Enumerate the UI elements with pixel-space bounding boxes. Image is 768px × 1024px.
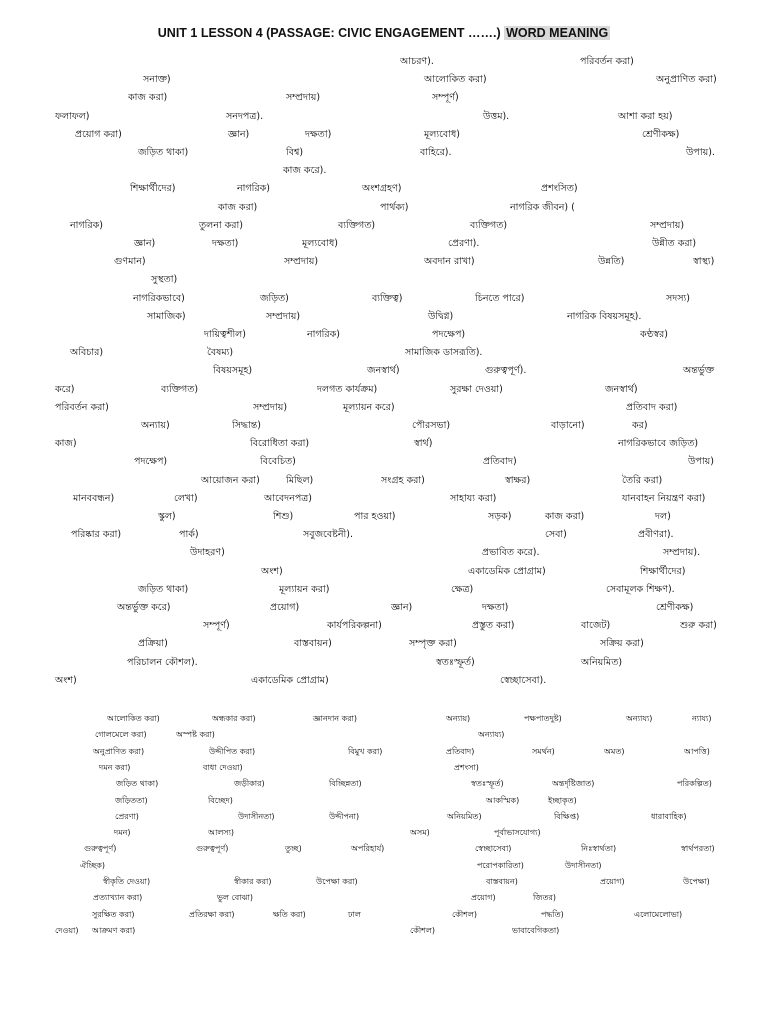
word-entry: পক্ষপাতদুষ্ট) [524,714,562,723]
word-entry: যানবাহন নিয়ন্ত্রণ করা) [622,492,706,504]
word-entry: উপায়) [688,456,714,468]
word-entry: অন্তর্দৃষ্টিজাত) [552,779,595,789]
word-entry: সক্রিয় করা) [600,638,644,650]
word-entry: সদস্য) [666,292,691,304]
word-entry: শিশু) [273,511,294,522]
word-entry: পরিচালন কৌশল). [127,656,198,668]
word-entry: বাহিরে). [420,147,452,158]
word-entry: অংশগ্রহণ) [362,183,402,195]
word-entry: ইচ্ছাকৃত) [548,795,577,805]
title-text: UNIT 1 LESSON 4 (PASSAGE: CIVIC ENGAGEMENT …….) [157,26,501,40]
word-entry: উদাহরণ) [190,547,225,559]
word-entry: প্রয়োগ করা) [75,128,122,140]
word-entry: একাডেমিক প্রোগ্রাম) [468,565,546,577]
word-entry: প্রতিবাদ) [483,456,517,468]
word-entry: দল) [655,511,671,522]
word-entry: চিনতে পারে) [475,292,525,304]
word-entry: ব্যক্তিগত) [161,383,199,395]
word-entry: বিচ্ছেদ) [208,795,233,805]
word-entry: সংগ্রহ করা) [381,474,425,486]
word-entry: সম্পূর্ণ) [203,620,230,632]
word-entry: সেবা) [545,529,567,541]
word-entry: উন্নীত করা) [652,238,697,249]
word-entry: স্বাস্থ্য) [693,256,715,268]
word-entry: করে) [55,383,75,395]
word-entry: কৌশল) [410,925,435,935]
word-entry: পদক্ষেপ) [134,456,168,468]
word-entry: জনস্বার্থ) [367,365,400,377]
word-entry: শুরু করা) [680,620,717,632]
word-entry: সড়ক) [488,511,512,522]
word-entry: মূল্যায়ন করে) [343,401,395,413]
word-entry: তৈরি করা) [622,474,663,486]
word-entry: ব্যক্তিত্ব) [372,292,403,304]
word-entry: গুরুত্বপূর্ণ) [196,844,229,854]
word-entry: পূর্বাভাসযোগ্য) [494,828,541,838]
word-entry: সনদপত্র). [226,110,264,122]
word-entry: নাগরিক) [70,219,103,231]
word-entry: স্বেচ্ছাসেবা). [500,674,547,686]
word-entry: কাজ করা) [218,201,258,213]
word-entry: নাগরিক জীবন) ( [510,201,575,213]
word-entry: তুলনা করা) [199,219,243,231]
word-entry: অন্তর্ভুক্ত [683,365,715,377]
word-entry: আলোকিত করা) [424,74,487,86]
word-entry: প্রতিরক্ষা করা) [189,909,235,919]
word-entry: পদ্ধতি) [541,909,564,919]
word-entry: অনুপ্রাণিত করা) [93,746,145,756]
word-entry: বৈষম্য) [207,347,234,359]
word-entry: কাজ করে). [283,165,327,177]
word-entry: পরোপকারিতা) [477,860,524,870]
word-entry: অন্যায়) [141,420,170,431]
word-entry: অংশ) [55,674,77,686]
word-entry: উপায়). [686,147,715,158]
word-entry: প্রতিবাদ করা) [626,401,678,413]
word-entry: অনিয়মিত) [447,811,482,821]
word-entry: নাগরিকভাবে জড়িত) [618,438,699,450]
word-entry: স্বীকার করা) [234,877,272,886]
word-entry: পার হওয়া) [354,511,396,522]
word-entry: সুস্থতা) [151,274,178,286]
word-entry: দেওয়া) [55,925,79,935]
word-entry: বিক্ষিপ্ত) [554,811,580,821]
word-entry: দক্ষতা) [305,128,332,140]
word-entry: লেখা) [174,492,198,504]
word-entry: বাস্তবায়ন) [294,638,332,650]
word-entry: জ্ঞান) [134,238,156,249]
word-entry: সম্প্রদায়). [663,547,701,559]
word-entry: উদ্বিগ্ন) [428,310,454,322]
word-entry: এলোমেলোভা) [634,909,683,919]
word-entry: বাজেট) [581,620,611,632]
word-entry: সম্পূর্ণ) [432,92,459,104]
word-entry: প্রত্যাখ্যান করা) [93,893,143,903]
word-entry: অন্ধকার করা) [212,714,256,723]
word-entry: প্রয়োগ) [600,877,625,886]
word-entry: সম্প্রদায়) [284,256,319,268]
word-entry: গুরুত্বপূর্ণ) [84,844,117,854]
word-entry: মূল্যায়ন করা) [279,583,330,595]
word-entry: আপত্তি) [684,746,710,756]
word-entry: প্রশংসিত) [541,183,578,195]
word-entry: অপরিহার্য) [351,844,385,854]
word-entry: আবেদনপত্র) [264,492,312,504]
word-entry: শ্রেণীকক্ষ) [656,602,694,613]
word-entry: বিবেচিত) [260,456,296,468]
word-entry: পার্ক) [179,529,199,541]
word-entry: নাগরিকভাবে) [133,292,185,304]
word-entry: বিশ্ব) [286,147,304,158]
word-entry: বাস্তবায়ন) [486,877,518,886]
word-entry: সম্পৃক্ত করা) [409,638,457,650]
word-entry: সম্প্রদায়) [650,219,685,231]
word-entry: অনুপ্রাণিত করা) [656,74,717,86]
word-entry: নিঃস্বার্থতা) [581,844,617,854]
word-entry: আলোকিত করা) [107,714,160,723]
word-entry: আয়োজন করা) [201,474,260,486]
word-entry: ফলাফল) [55,110,90,122]
word-entry: পরিকল্পিত) [677,779,712,789]
word-entry: পরিবর্তন করা) [580,56,634,67]
word-entry: প্রভাবিত করে). [482,547,540,559]
word-entry: বিষয়সমূহ) [213,365,253,377]
word-entry: জড়িততা) [115,795,148,805]
word-entry: কাজ করা) [545,511,585,522]
word-entry: প্রেরণা). [448,238,480,249]
word-entry: কাজ) [55,438,77,450]
word-entry: প্রয়োগ) [270,602,300,613]
word-entry: প্রশংসা) [454,762,479,772]
word-entry: জড়ীকার) [234,779,265,789]
word-entry: সমর্থন) [532,746,555,756]
word-entry: উদ্দীপনা) [329,811,360,821]
word-entry: আক্রমণ করা) [92,925,136,935]
word-entry: ভাবাবেগিকতা) [512,925,560,935]
word-entry: উপেক্ষা করা) [316,877,358,886]
word-entry: সেবামূলক শিক্ষণ). [606,583,675,595]
word-entry: ঢাল [348,909,361,919]
word-entry: বিরোধিতা করা) [250,438,310,450]
word-entry: উত্তম). [483,110,510,122]
word-entry: ভুল বোঝা) [217,893,253,903]
word-entry: ব্যক্তিগত) [470,219,508,231]
word-entry: অন্যায্য) [478,730,505,740]
word-entry: কণ্ঠস্বর) [640,329,668,340]
word-entry: সনাক্ত) [143,74,171,86]
word-entry: আশা করা হয়) [618,110,673,122]
word-entry: স্বেচ্ছাসেবা) [475,844,512,854]
word-entry: দমন) [114,828,131,838]
word-entry: বিমুখ করা) [348,746,383,756]
word-entry: শিক্ষার্থীদের) [130,183,176,195]
word-entry: আকস্মিক) [486,795,520,805]
word-entry: দক্ষতা) [212,238,239,249]
word-entry: স্বীকৃতি দেওয়া) [103,877,151,886]
word-entry: প্রক্রিয়া) [138,638,168,650]
word-entry: দায়িত্বশীল) [204,329,246,340]
word-entry: সম্প্রদায়) [286,92,321,104]
word-entry: পরিবর্তন করা) [55,401,109,413]
word-entry: গুরুত্বপূর্ণ). [485,365,527,377]
word-entry: স্বতঃস্ফূর্ত) [471,779,504,789]
word-entry: দক্ষতা) [482,602,509,613]
word-entry: শিক্ষার্থীদের) [640,565,686,577]
word-entry: উপেক্ষা) [683,877,710,886]
word-entry: ন্যায্য) [692,714,712,723]
word-entry: বাড়ানো) [551,420,585,431]
word-entry: আচরণ). [400,56,434,67]
word-entry: অংশ) [261,565,283,577]
word-entry: প্রতিবাদ) [446,746,475,756]
word-entry: পৌরসভা) [412,420,451,431]
word-entry: অস্পষ্ট করা) [176,730,215,740]
word-entry: কার্যপরিকল্পনা) [327,620,382,632]
word-entry: সুরক্ষিত করা) [92,909,135,919]
word-entry: সিদ্ধান্ত) [232,420,261,431]
word-entry: অসম) [410,828,430,838]
word-entry: কৌশল) [452,909,477,919]
word-entry: সবুজবেষ্টনী). [303,529,353,541]
word-entry: কাজ করা) [128,92,168,104]
word-entry: অনিয়মিত) [581,656,623,668]
word-entry: মানববন্ধন) [73,492,115,504]
word-entry: তুচ্ছ) [285,844,302,854]
word-entry: মিছিল) [286,474,314,486]
word-entry: অন্যায়) [446,714,471,723]
word-entry: জ্ঞানদান করা) [313,714,358,723]
word-entry: স্বার্থপরতা) [681,844,715,854]
word-entry: জড়িত থাকা) [138,147,189,158]
word-entry: পরিষ্কার করা) [71,529,122,541]
word-entry: সামাজিক) [147,310,186,322]
word-entry: পার্থক্য) [380,201,409,213]
word-entry: স্বাক্ষর) [505,474,531,486]
word-entry: প্রয়োগ) [471,893,496,903]
word-entry: জনস্বার্থ) [605,383,638,395]
word-entry: প্রবীণরা). [638,529,674,541]
word-entry: ধারাবাহিক) [651,811,687,821]
word-entry: অন্তর্ভুক্ত করে) [117,602,171,613]
word-entry: সম্প্রদায়) [253,401,288,413]
word-entry: পদক্ষেপ) [432,329,466,340]
word-entry: জড়িত থাকা) [138,583,189,595]
word-entry: জ্ঞান) [228,128,250,140]
word-entry: মূল্যবোধ) [302,238,338,249]
word-entry: সম্প্রদায়) [266,310,301,322]
word-entry: জড়িত) [260,292,289,304]
word-entry: স্কুল) [158,511,176,522]
word-entry: জড়িত থাকা) [116,779,159,789]
word-entry: জ্ঞান) [391,602,413,613]
word-entry: দলগত কার্যক্রম) [317,383,378,395]
word-entry: অবদান রাখা) [424,256,475,268]
word-entry: ক্ষেত্র) [451,583,474,595]
word-entry: অন্যায্য) [626,714,653,723]
word-entry: সুরক্ষা দেওয়া) [450,383,503,395]
word-entry: ঐচ্ছিক) [80,860,106,870]
word-entry: বাধা দেওয়া) [203,762,243,772]
word-entry: নাগরিক) [237,183,270,195]
word-entry: স্বার্থ) [414,438,433,450]
word-entry: মূল্যবোধ) [424,128,460,140]
word-entry: শ্রেণীকক্ষ) [642,128,680,140]
word-entry: উদাসীনতা) [238,811,275,821]
word-entry: একাডেমিক প্রোগ্রাম) [251,674,329,686]
word-entry: সাহায্য করা) [450,492,497,504]
word-entry: স্বতঃস্ফূর্ত) [436,656,475,668]
word-entry: জিতর) [533,893,556,903]
word-entry: কর) [632,420,648,431]
word-entry: আলস্য) [208,828,235,838]
word-entry: নাগরিক বিষয়সমূহ). [567,310,642,322]
word-entry: সামাজিক ডাসরূতি). [405,347,483,359]
word-entry: গুণমান) [114,256,146,268]
word-entry: অবিচার) [70,347,104,359]
word-entry: দমন করা) [99,762,131,772]
word-entry: অমত) [604,746,625,756]
word-entry: ক্ষতি করা) [273,909,306,919]
word-entry: গোলমেলে করা) [95,730,147,740]
word-entry: উদ্দীপিত করা) [209,746,256,756]
word-entry: প্রস্তুত করা) [472,620,515,632]
word-entry: নাগরিক) [307,329,340,340]
word-entry: বিচ্ছিন্নতা) [329,779,362,789]
title-highlight: WORD MEANING [506,26,609,40]
page-title [0,26,768,40]
word-entry: উদাসীনতা) [565,860,602,870]
word-entry: ব্যক্তিগত) [338,219,376,231]
word-entry: প্রেরণা) [115,811,139,821]
word-entry: উন্নতি) [598,256,625,268]
